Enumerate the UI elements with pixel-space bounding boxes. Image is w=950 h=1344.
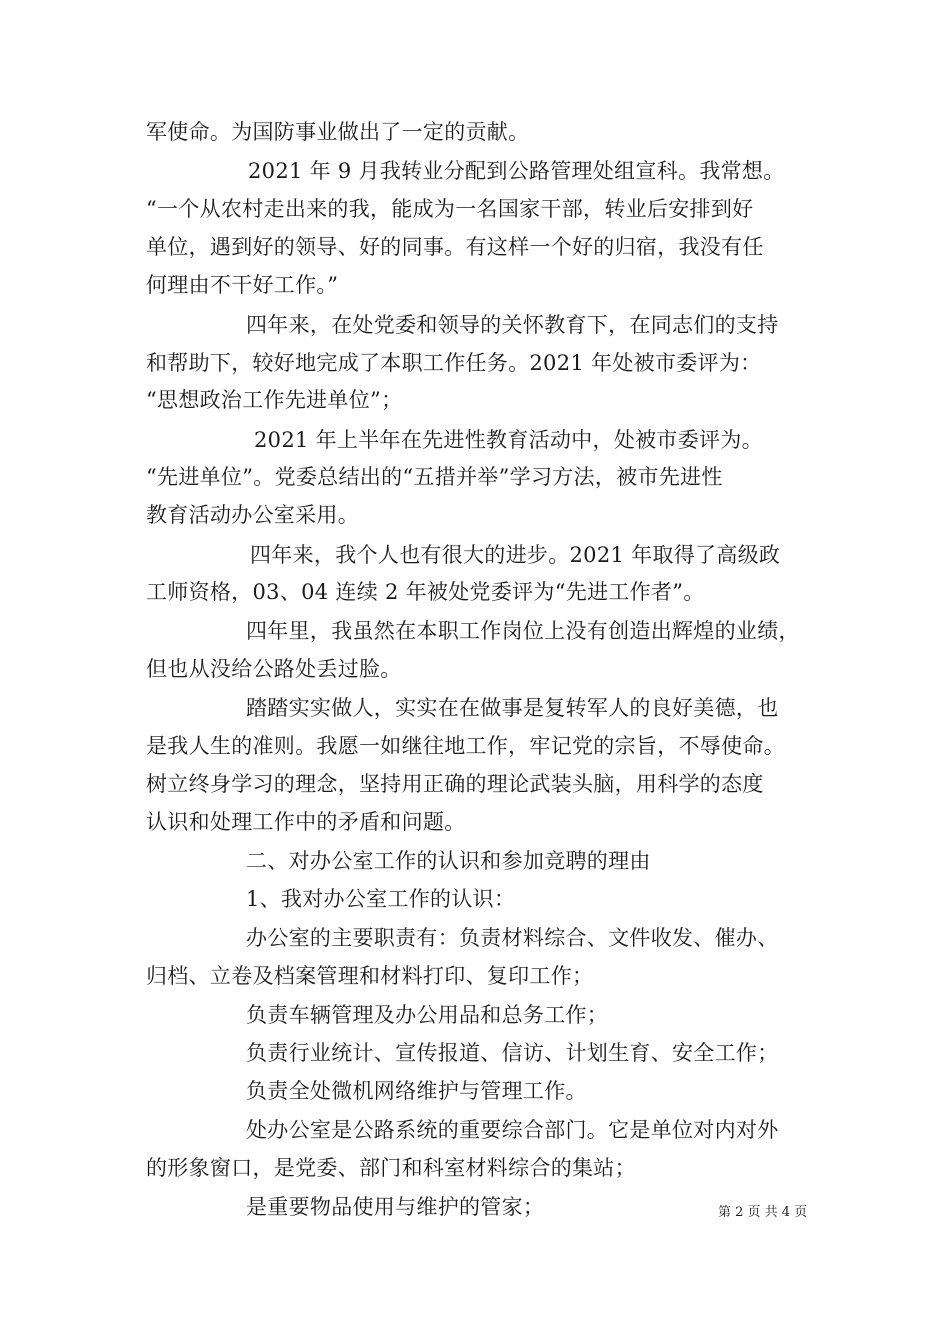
text-line: 踏踏实实做人，实实在在做事是复转军人的良好美德，也 xyxy=(246,696,779,720)
section-heading: 二、对办公室工作的认识和参加竞聘的理由 xyxy=(246,849,651,873)
text-line: 树立终身学习的理念，坚持用正确的理论武装头脑，用科学的态度 xyxy=(146,772,764,796)
text-line: 四年里，我虽然在本职工作岗位上没有创造出辉煌的业绩， xyxy=(246,619,800,643)
text-line: “一个从农村走出来的我，能成为一名国家干部，转业后安排到好 xyxy=(146,197,754,221)
text-line: 处办公室是公路系统的重要综合部门。它是单位对内对外 xyxy=(246,1118,779,1142)
text-line: 负责全处微机网络维护与管理工作。 xyxy=(246,1079,587,1103)
text-line: 归档、立卷及档案管理和材料打印、复印工作； xyxy=(146,964,594,988)
subsection-heading: 1、我对办公室工作的认识： xyxy=(246,887,516,911)
text-line: 的形象窗口，是党委、部门和科室材料综合的集站； xyxy=(146,1156,636,1180)
text-line: 但也从没给公路处丢过脸。 xyxy=(146,657,402,681)
text-line: 教育活动办公室采用。 xyxy=(146,503,359,527)
text-line: 工师资格，03、04 连续 2 年被处党委评为“先进工作者”。 xyxy=(146,580,705,604)
text-line: 军使命。为国防事业做出了一定的贡献。 xyxy=(146,120,530,144)
text-line: 何理由不干好工作。” xyxy=(146,273,339,297)
text-line: 四年来，在处党委和领导的关怀教育下，在同志们的支持 xyxy=(246,313,779,337)
text-line: 是我人生的准则。我愿一如继往地工作，牢记党的宗旨，不辱使命。 xyxy=(146,734,785,758)
text-line: 负责行业统计、宣传报道、信访、计划生育、安全工作； xyxy=(246,1041,779,1065)
text-line: 负责车辆管理及办公用品和总务工作； xyxy=(246,1003,609,1027)
text-line: 四年来，我个人也有很大的进步。2021 年取得了高级政 xyxy=(250,543,781,567)
text-line: 认识和处理工作中的矛盾和问题。 xyxy=(146,810,466,834)
text-line: 单位，遇到好的领导、好的同事。有这样一个好的归宿，我没有任 xyxy=(146,235,764,259)
text-line: “先进单位”。党委总结出的“五措并举”学习方法，被市先进性 xyxy=(146,465,723,489)
text-line: 2021 年 9 月我转业分配到公路管理处组宣科。我常想。 xyxy=(248,159,785,183)
text-line: 和帮助下，较好地完成了本职工作任务。2021 年处被市委评为： xyxy=(146,351,762,375)
text-line: 办公室的主要职责有：负责材料综合、文件收发、催办、 xyxy=(246,926,779,950)
text-line: 2021 年上半年在先进性教育活动中，处被市委评为。 xyxy=(254,428,763,452)
text-line: 是重要物品使用与维护的管家； xyxy=(246,1195,545,1219)
text-line: “思想政治工作先进单位”； xyxy=(146,388,403,412)
page-number-footer: 第 2 页 共 4 页 xyxy=(718,1205,808,1220)
